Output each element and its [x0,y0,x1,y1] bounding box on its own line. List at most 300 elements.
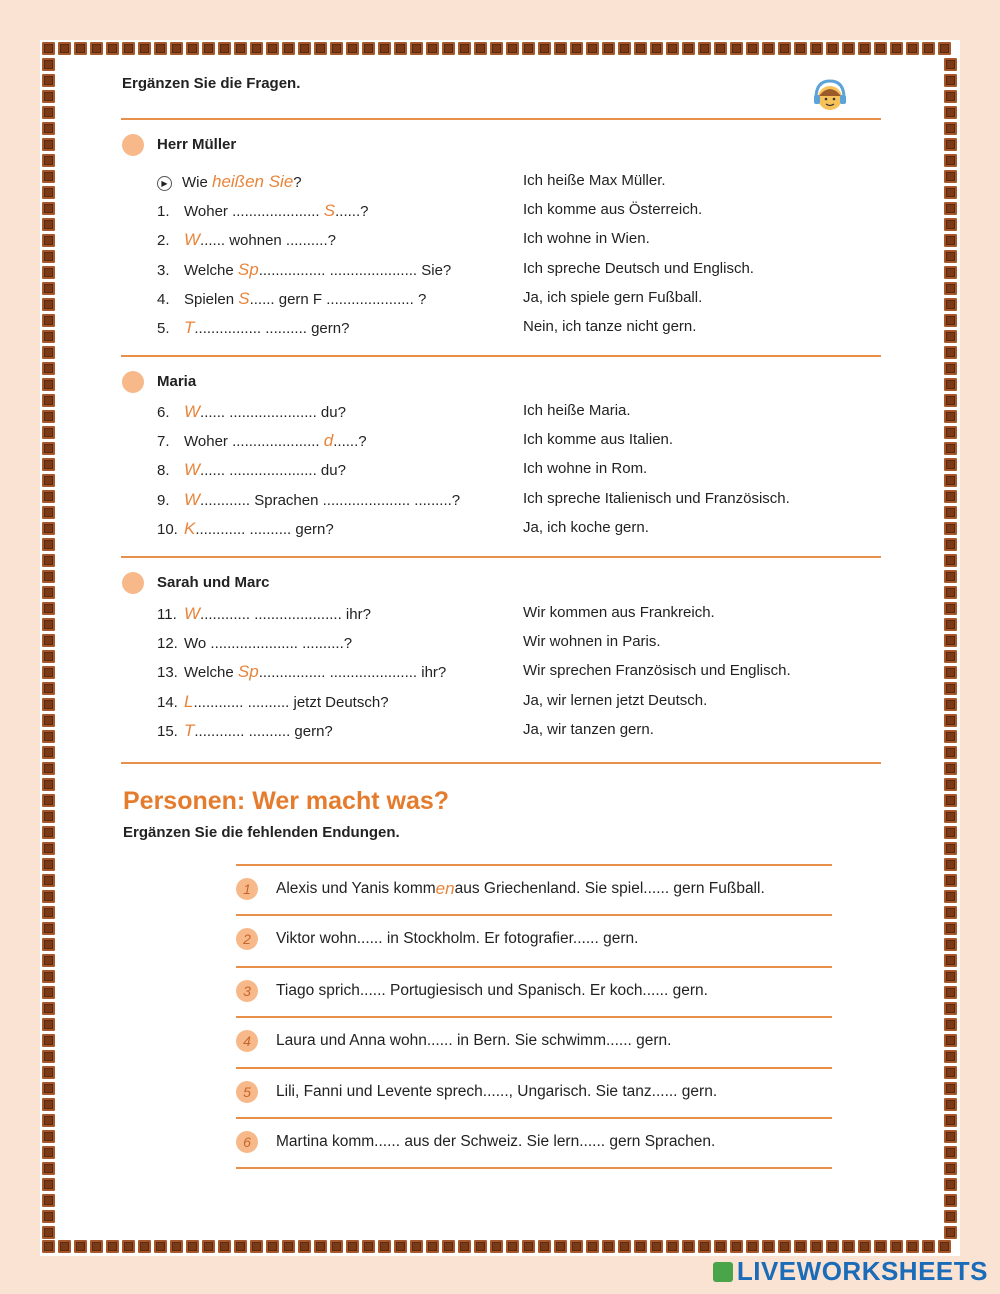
border-tile [42,1240,55,1253]
border-tile [944,250,957,263]
border-tile [202,1240,215,1253]
border-tile [874,1240,887,1253]
border-tile [42,394,55,407]
border-tile [42,746,55,759]
question[interactable] [157,289,426,309]
section-marker [122,371,144,393]
hint-letters: W [184,230,201,250]
section-name: Herr Müller [157,136,237,153]
border-tile [944,314,957,327]
question-number: 14. [157,693,178,711]
hint-letters: d [323,431,334,451]
border-tile [442,1240,455,1253]
question[interactable] [157,692,389,712]
border-tile [944,650,957,663]
border-tile [106,42,119,55]
border-tile [944,1194,957,1207]
exercise-item[interactable] [236,1081,717,1103]
border-tile [944,442,957,455]
decorative-border-bottom [40,1238,952,1254]
border-tile [554,42,567,55]
section-name: Sarah und Marc [157,574,270,591]
border-tile [42,90,55,103]
border-tile [730,1240,743,1253]
border-tile [42,378,55,391]
question-text: ...... ..................... du? [200,404,346,421]
border-tile [314,42,327,55]
border-tile [944,618,957,631]
hint-letters: W [184,460,201,480]
border-tile [794,1240,807,1253]
border-tile [42,698,55,711]
border-tile [42,954,55,967]
section-title: Personen: Wer macht was? [123,787,450,815]
border-tile [506,1240,519,1253]
border-tile [944,330,957,343]
answer-text: Ich komme aus Italien. [523,431,674,449]
question-number: 15. [157,722,178,740]
answer-text: Ich spreche Italienisch und Französisch. [523,489,790,507]
border-tile [944,1146,957,1159]
exercise-number: 3 [236,980,258,1002]
border-tile [944,666,957,679]
border-tile [42,618,55,631]
border-tile [42,842,55,855]
border-tile [944,906,957,919]
border-tile [538,42,551,55]
question-number: 4. [157,290,170,308]
exercise-item[interactable] [236,878,765,900]
border-tile [714,42,727,55]
border-tile [42,1178,55,1191]
border-tile [522,42,535,55]
border-tile [826,42,839,55]
border-tile [586,42,599,55]
exercise-text: aus Griechenland. Sie spiel...... gern Fußball. [454,880,765,897]
border-tile [944,1210,957,1223]
exercise-item[interactable] [236,1030,671,1052]
border-tile [42,538,55,551]
border-tile [778,1240,791,1253]
exercise-text: Laura und Anna wohn...... in Bern. Sie schwimm...... gern. [276,1032,672,1049]
border-tile [250,1240,263,1253]
border-tile [90,42,103,55]
border-tile [282,42,295,55]
border-tile [944,602,957,615]
hint-letters: T [184,720,195,740]
divider [236,864,832,866]
border-tile [314,1240,327,1253]
border-tile [42,874,55,887]
divider [236,1016,832,1018]
border-tile [944,1034,957,1047]
border-tile [458,42,471,55]
border-tile [170,42,183,55]
hint-letters: heißen Sie [212,172,294,191]
border-tile [944,922,957,935]
border-tile [42,938,55,951]
border-tile [650,42,663,55]
border-tile [42,474,55,487]
question-text: ................ ..................... Sie? [258,261,452,279]
border-tile [362,42,375,55]
border-tile [42,778,55,791]
border-tile [944,1098,957,1111]
play-icon[interactable]: ▶ [157,176,172,191]
exercise-text: Alexis und Yanis komm [276,880,436,897]
divider [236,966,832,968]
border-tile [938,42,951,55]
border-tile [944,474,957,487]
border-tile [698,42,711,55]
border-tile [538,1240,551,1253]
border-tile [42,570,55,583]
question-text: ................ ..................... ihr? [258,664,447,682]
question-number: 12. [157,635,178,653]
border-tile [938,1240,951,1253]
border-tile [42,1146,55,1159]
border-tile [42,890,55,903]
border-tile [944,378,957,391]
instruction-endings: Ergänzen Sie die fehlenden Endungen. [123,824,400,841]
border-tile [42,682,55,695]
question[interactable] [157,201,368,221]
border-tile [944,426,957,439]
divider [121,762,881,764]
border-tile [944,90,957,103]
exercise-text: Lili, Fanni und Levente sprech......, Ungarisch. Sie tanz...... gern. [276,1083,718,1100]
hint-letters: T [184,318,195,337]
border-tile [42,490,55,503]
border-tile [666,42,679,55]
exercise-number: 5 [236,1081,258,1103]
border-tile [458,1240,471,1253]
border-tile [858,1240,871,1253]
border-tile [218,1240,231,1253]
border-tile [42,858,55,871]
exercise-text: Martina komm...... aus der Schweiz. Sie lern...... gern Sprachen. [276,1133,716,1150]
border-tile [810,1240,823,1253]
section-marker [122,572,144,594]
border-tile [794,42,807,55]
border-tile [570,1240,583,1253]
border-tile [42,250,55,263]
border-tile [826,1240,839,1253]
child-headphones-icon [812,78,848,114]
border-tile [922,42,935,55]
hint-letters: S [238,288,250,308]
question-text: ................ .......... gern? [194,320,350,337]
border-tile [410,42,423,55]
answer-text: Ja, ich koche gern. [523,518,649,536]
border-tile [154,42,167,55]
divider [236,914,832,916]
question[interactable] [157,172,302,192]
border-tile [944,538,957,551]
border-tile [378,42,391,55]
hint-letters: W [184,402,201,421]
exercise-item[interactable] [236,1131,715,1153]
border-tile [944,122,957,135]
answer-text: Ich wohne in Wien. [523,230,650,248]
border-tile [42,906,55,919]
border-tile [922,1240,935,1253]
divider [236,1067,832,1069]
border-tile [42,202,55,215]
border-tile [944,362,957,375]
question[interactable] [157,490,460,510]
border-tile [266,42,279,55]
hint-letters: L [184,691,194,711]
answer-text: Ich heiße Maria. [523,402,631,419]
answer-text: Wir wohnen in Paris. [523,633,661,651]
border-tile [42,362,55,375]
question[interactable] [157,230,336,250]
border-tile [634,42,647,55]
border-tile [42,602,55,615]
question[interactable] [157,402,346,422]
border-tile [42,986,55,999]
border-tile [346,1240,359,1253]
border-tile [42,346,55,359]
border-tile [74,1240,87,1253]
border-tile [42,1162,55,1175]
question-text: Woher ..................... [184,203,324,221]
border-tile [906,42,919,55]
border-tile [330,42,343,55]
border-tile [122,1240,135,1253]
border-tile [944,154,957,167]
border-tile [170,1240,183,1253]
border-tile [522,1240,535,1253]
border-tile [944,458,957,471]
border-tile [944,1082,957,1095]
border-tile [218,42,231,55]
question[interactable] [157,604,371,624]
question-number: 10. [157,520,178,538]
border-tile [42,154,55,167]
border-tile [944,842,957,855]
border-tile [298,1240,311,1253]
border-tile [42,170,55,183]
border-tile [474,1240,487,1253]
divider [236,1117,832,1119]
border-tile [42,1130,55,1143]
border-tile [944,410,957,423]
border-tile [42,186,55,199]
border-tile [186,1240,199,1253]
answer-text: Nein, ich tanze nicht gern. [523,318,697,335]
question-text: ............ .......... gern? [194,722,333,740]
question-text: Wie [182,174,212,191]
border-tile [42,554,55,567]
border-tile [234,42,247,55]
border-tile [762,1240,775,1253]
border-tile [42,506,55,519]
divider [121,118,881,120]
border-tile [42,1050,55,1063]
border-tile [714,1240,727,1253]
border-tile [944,394,957,407]
border-tile [944,346,957,359]
border-tile [138,1240,151,1253]
border-tile [282,1240,295,1253]
border-tile [944,1066,957,1079]
border-tile [42,1034,55,1047]
answer-text: Ich spreche Deutsch und Englisch. [523,259,754,277]
question[interactable] [157,318,349,338]
border-tile [944,1018,957,1031]
border-tile [570,42,583,55]
border-tile [42,282,55,295]
border-tile [58,1240,71,1253]
border-tile [42,458,55,471]
question-text: ......? [333,433,367,451]
answer-text: Wir sprechen Französisch und Englisch. [523,662,791,680]
border-tile [944,554,957,567]
border-tile [944,58,957,71]
exercise-number: 2 [236,928,258,950]
border-tile [618,1240,631,1253]
exercise-text: Tiago sprich...... Portugiesisch und Spanisch. Er koch...... gern. [276,982,708,999]
border-tile [490,1240,503,1253]
section-marker [122,134,144,156]
border-tile [42,522,55,535]
answer-text: Ich heiße Max Müller. [523,172,666,189]
hint-letters: Sp [237,662,259,682]
border-tile [362,1240,375,1253]
question[interactable] [157,662,446,682]
question[interactable] [157,260,451,280]
border-tile [42,1082,55,1095]
border-tile [42,586,55,599]
border-tile [42,314,55,327]
border-tile [944,746,957,759]
border-tile [602,42,615,55]
question-number: 13. [157,664,178,682]
question-text: ? [293,174,302,191]
border-tile [944,298,957,311]
border-tile [730,42,743,55]
question-text: Wo ..................... ..........? [184,635,353,653]
border-tile [554,1240,567,1253]
section-name: Maria [157,373,197,390]
border-tile [42,634,55,647]
border-tile [944,634,957,647]
border-tile [266,1240,279,1253]
border-tile [42,106,55,119]
question-text: ...... gern F ..................... ? [249,290,427,308]
question-number: 8. [157,462,170,480]
answer-text: Wir kommen aus Frankreich. [523,604,715,621]
border-tile [944,1226,957,1239]
exercise-number: 6 [236,1131,258,1153]
border-tile [944,794,957,807]
border-tile [202,42,215,55]
exercise-text: Viktor wohn...... in Stockholm. Er fotografier...... gern. [276,930,639,947]
border-tile [682,1240,695,1253]
border-tile [42,266,55,279]
border-tile [506,42,519,55]
border-tile [42,42,55,55]
decorative-border-top [40,40,952,56]
question[interactable] [157,431,367,451]
border-tile [944,986,957,999]
border-tile [944,970,957,983]
border-tile [944,490,957,503]
border-tile [842,42,855,55]
border-tile [944,234,957,247]
border-tile [944,762,957,775]
exercise-item[interactable] [236,980,708,1002]
border-tile [944,74,957,87]
divider [236,1167,832,1169]
question-text: ...... wohnen ..........? [200,232,336,250]
border-tile [42,234,55,247]
border-tile [944,570,957,583]
border-tile [410,1240,423,1253]
border-tile [42,122,55,135]
border-tile [944,1114,957,1127]
question[interactable] [157,460,346,480]
question-text: ............ .......... gern? [195,520,334,538]
border-tile [442,42,455,55]
border-tile [234,1240,247,1253]
border-tile [122,42,135,55]
question[interactable] [157,721,333,741]
border-tile [42,730,55,743]
exercise-item[interactable] [236,928,638,950]
hint-letters: Sp [237,259,259,279]
border-tile [944,826,957,839]
hint-letters: W [184,489,201,509]
border-tile [682,42,695,55]
divider [121,355,881,357]
question-text: ............ Sprachen ..................... .........? [200,491,461,509]
border-tile [944,266,957,279]
border-tile [746,42,759,55]
question-text: ............ .......... jetzt Deutsch? [193,693,389,711]
border-tile [874,42,887,55]
question[interactable] [157,633,352,653]
border-tile [810,42,823,55]
border-tile [186,42,199,55]
border-tile [858,42,871,55]
question-number: 11. [157,606,177,623]
border-tile [944,682,957,695]
border-tile [42,922,55,935]
border-tile [42,1210,55,1223]
border-tile [842,1240,855,1253]
border-tile [944,106,957,119]
border-tile [42,714,55,727]
border-tile [42,138,55,151]
border-tile [154,1240,167,1253]
border-tile [42,298,55,311]
question[interactable] [157,519,334,539]
border-tile [944,938,957,951]
divider [121,556,881,558]
border-tile [42,58,55,71]
border-tile [346,42,359,55]
border-tile [698,1240,711,1253]
border-tile [378,1240,391,1253]
answer-text: Ich komme aus Österreich. [523,201,703,219]
answer-text: Ja, wir lernen jetzt Deutsch. [523,691,708,709]
border-tile [42,1226,55,1239]
border-tile [58,42,71,55]
border-tile [490,42,503,55]
